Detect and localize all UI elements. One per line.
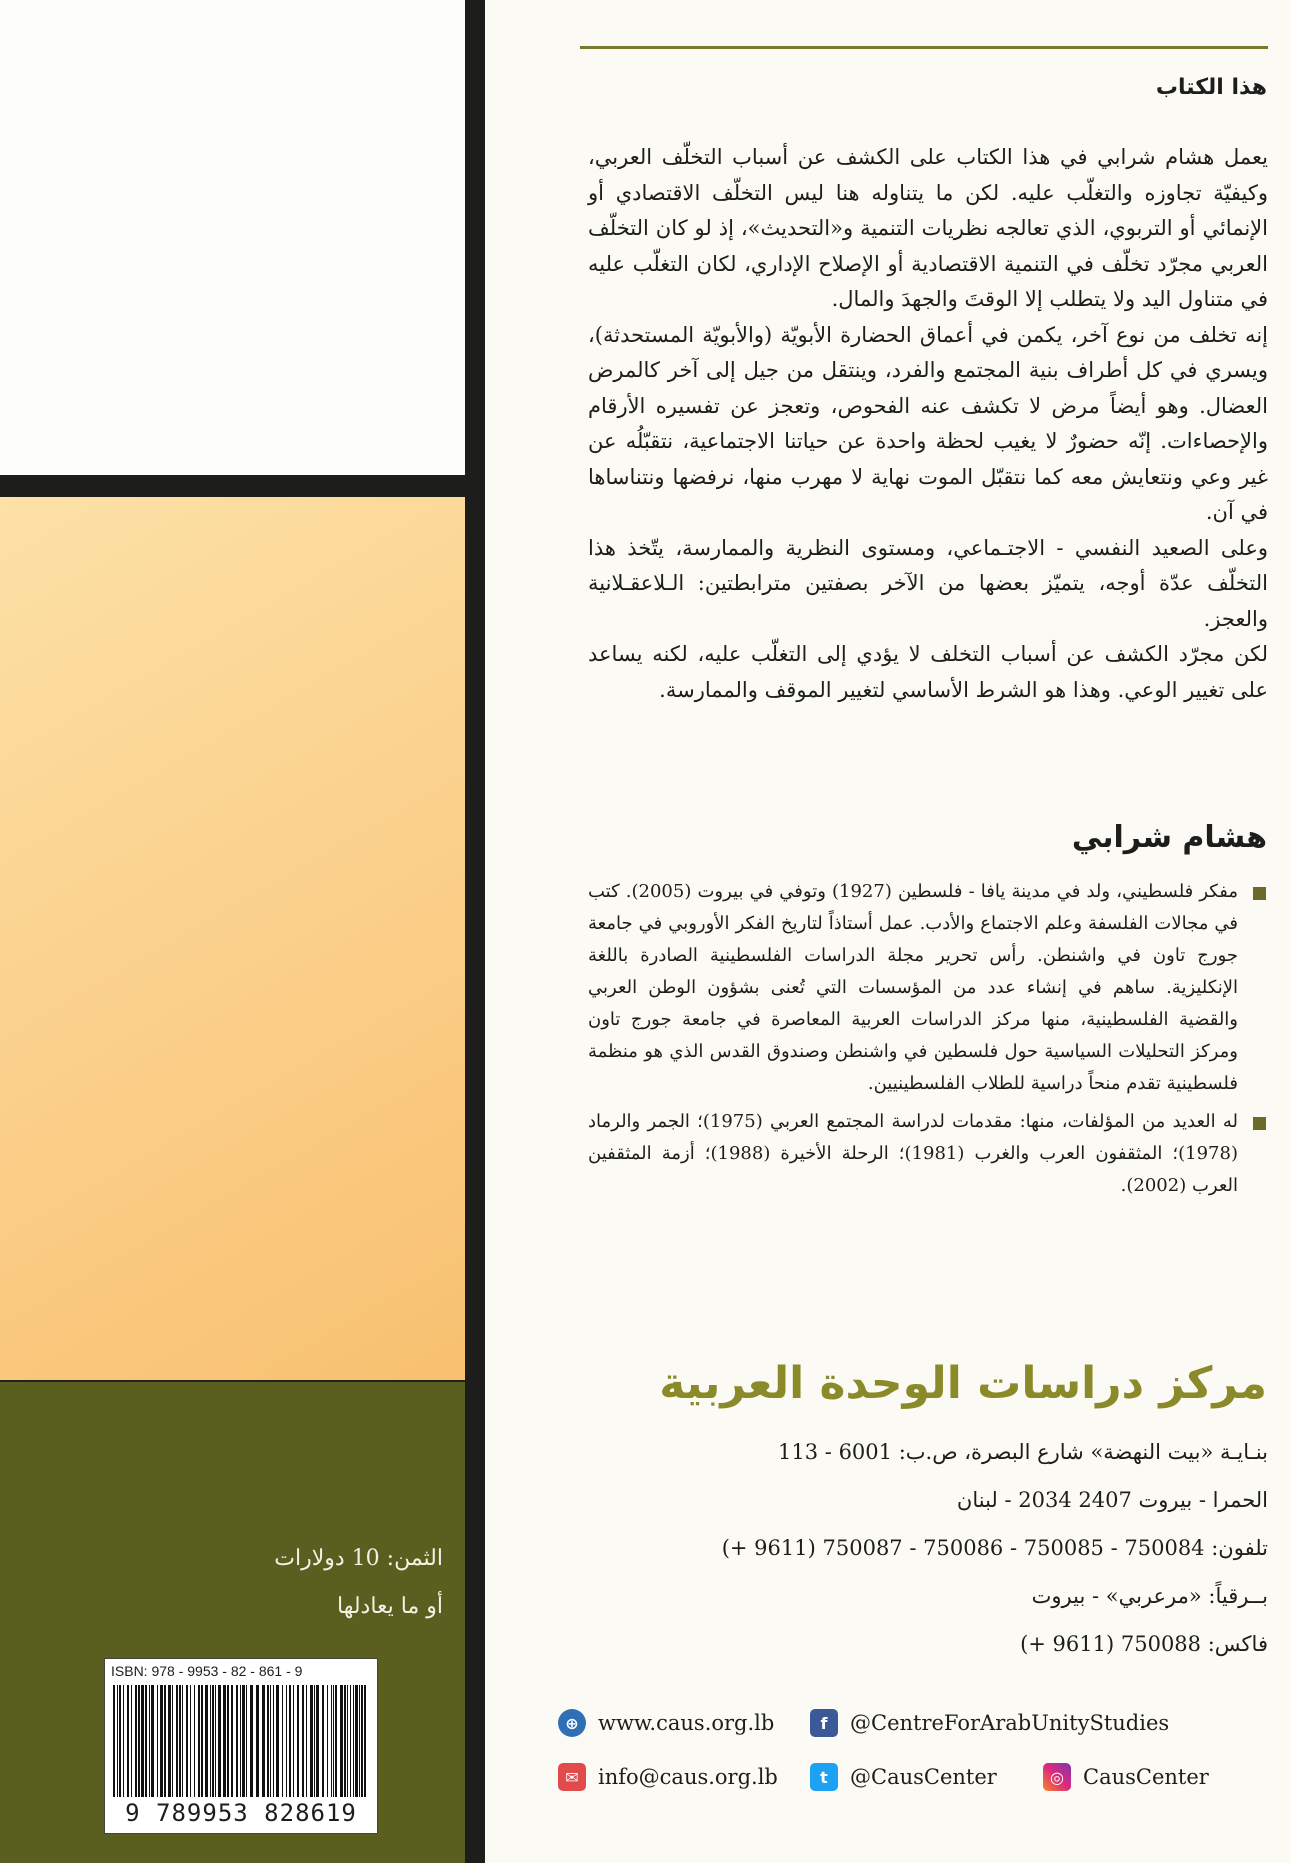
barcode-bar: [314, 1685, 315, 1797]
barcode-bar: [190, 1685, 191, 1797]
barcode-bar: [138, 1685, 140, 1797]
barcode-bar: [160, 1685, 163, 1797]
isbn-label: ISBN: 978 - 9953 - 82 - 861 - 9: [111, 1663, 303, 1679]
bio-text: مفكر فلسطيني، ولد في مدينة يافا - فلسطين (1927) وتوفي في بيروت (2005). كتب في مجالات الفلسفة وعلم الاجتماع والأدب. عمل أستاذاً لتاريخ الفكر الأوروبي في جامعة جورج تاون في واشنطن. رأس تحرير مجلة الدراسات الفلسطينية الصادرة باللغة الإنكليزية. ساهم في إنشاء عدد من المؤسسات التي تُعنى بشؤون الوطن العربي والقضية الفلسطينية، منها مركز الدراسات العربية المعاصرة في جامعة جورج تاون ومركز التحليلات السياسية حول فلسطين في واشنطن وصندوق القدس الذي هو منظمة فلسطينية تقدم منحاً دراسية للطلاب الفلسطينيين.: [588, 881, 1238, 1094]
twitter-icon: t: [810, 1763, 838, 1791]
barcode-bar: [262, 1685, 265, 1797]
barcode-bar: [223, 1685, 226, 1797]
barcode-bar: [182, 1685, 183, 1797]
barcode-bar: [327, 1685, 328, 1797]
book-description: [588, 140, 1268, 708]
email-link[interactable]: info@caus.org.lb: [598, 1765, 778, 1789]
address-line: بنـايـة «بيت النهضة» شارع البصرة، ص.ب: 6001 - 113: [778, 1440, 1268, 1464]
barcode-bar: [297, 1685, 299, 1797]
barcode-bar: [310, 1685, 313, 1797]
phone-line: تلفون: 750084 - 750085 - 750086 - 750087 (9611 +): [721, 1536, 1268, 1560]
barcode-bar: [286, 1685, 287, 1797]
globe-icon: ⊕: [558, 1709, 586, 1737]
barcode-bar: [212, 1685, 214, 1797]
barcode-bar: [293, 1685, 294, 1797]
price-block: [143, 1535, 443, 1631]
publisher-name: مركز دراسات الوحدة العربية: [659, 1358, 1267, 1409]
barcode-bar: [127, 1685, 129, 1797]
barcode-bar: [256, 1685, 259, 1797]
barcode-bar: [205, 1685, 208, 1797]
barcode-bar: [157, 1685, 158, 1797]
barcode-bar: [361, 1685, 363, 1797]
barcode-bar: [236, 1685, 238, 1797]
barcode-bar: [331, 1685, 332, 1797]
barcode-bar: [141, 1685, 144, 1797]
website-link[interactable]: www.caus.org.lb: [598, 1711, 775, 1735]
barcode-bar: [353, 1685, 354, 1797]
instagram-contact[interactable]: [1043, 1763, 1209, 1791]
barcode-box: [104, 1658, 378, 1834]
facebook-contact[interactable]: [810, 1709, 1169, 1737]
barcode-bar: [164, 1685, 166, 1797]
barcode-bar: [364, 1685, 366, 1797]
bio-text: له العديد من المؤلفات، منها: مقدمات لدراسة المجتمع العربي (1975)؛ الجمر والرماد (1978)؛ المثقفون العرب والغرب (1981)؛ الرحلة الأخيرة (1988)؛ أزمة المثقفين العرب (2002).: [588, 1111, 1238, 1196]
author-bio: [588, 876, 1268, 1208]
instagram-handle[interactable]: CausCenter: [1083, 1765, 1209, 1789]
barcode-bar: [289, 1685, 291, 1797]
address-line: الحمرا - بيروت 2407 2034 - لبنان: [956, 1488, 1268, 1512]
bullet-square-icon: [1253, 887, 1266, 900]
barcode-bar: [218, 1685, 221, 1797]
barcode-bar: [302, 1685, 304, 1797]
barcode-bar: [359, 1685, 360, 1797]
barcode-bar: [168, 1685, 171, 1797]
twitter-handle[interactable]: @CausCenter: [850, 1765, 997, 1789]
barcode-bar: [119, 1685, 121, 1797]
description-paragraph: إنه تخلف من نوع آخر، يكمن في أعماق الحضارة الأبويّة (والأبويّة المستحدثة)، ويسري في كل أطراف بنية المجتمع والفرد، وينتقل من جيل إلى آخر كالمرض العضال. وهو أيضاً مرض لا تكشف عنه الفحوص، وتعجز عن تفسيره الأرقام والإحصاءات. إنّه حضورٌ لا يغيب لحظة واحدة عن حياتنا الاجتماعية، نتقبّلُه عن غير وعي ونتعايش معه كما نتقبّل الموت نهاية لا مهرب منها، نرفضها ونتناساها في آن.: [588, 322, 1268, 524]
website-contact[interactable]: [558, 1709, 774, 1737]
barcode-bar: [186, 1685, 188, 1797]
barcode-bar: [350, 1685, 351, 1797]
barcode-bar: [113, 1685, 115, 1797]
email-contact[interactable]: [558, 1763, 778, 1791]
barcode-bar: [240, 1685, 241, 1797]
barcode-bar: [201, 1685, 203, 1797]
barcode-bar: [123, 1685, 124, 1797]
barcode-bar: [322, 1685, 324, 1797]
barcode-bar: [347, 1685, 348, 1797]
barcode-bar: [172, 1685, 173, 1797]
barcode-bar: [316, 1685, 319, 1797]
barcode-bar: [242, 1685, 245, 1797]
price-equivalent: أو ما يعادلها: [337, 1594, 443, 1619]
barcode-bar: [246, 1685, 247, 1797]
barcode-bar: [270, 1685, 271, 1797]
barcode-bar: [194, 1685, 195, 1797]
bullet-square-icon: [1253, 1117, 1266, 1130]
facebook-icon: f: [810, 1709, 838, 1737]
cover-white-panel: [0, 0, 465, 475]
barcode-bar: [227, 1685, 229, 1797]
barcode-bar: [176, 1685, 178, 1797]
instagram-icon: ◎: [1043, 1763, 1071, 1791]
barcode-bar: [250, 1685, 253, 1797]
fax-line: فاكس: 750088 (9611 +): [1020, 1632, 1268, 1656]
price-amount: الثمن: 10 دولارات: [274, 1546, 443, 1571]
barcode-number: 9 789953 828619: [125, 1799, 357, 1827]
bio-item: [588, 876, 1268, 1100]
barcode-bar: [179, 1685, 181, 1797]
telegram-line: بــرقياً: «مرعربي» - بيروت: [1031, 1584, 1268, 1608]
horizontal-divider-thin: [0, 1380, 470, 1382]
barcode-bar: [333, 1685, 334, 1797]
bio-item: [588, 1106, 1268, 1202]
barcode-bar: [340, 1685, 343, 1797]
barcode-bars: [113, 1685, 369, 1797]
twitter-contact[interactable]: [810, 1763, 997, 1791]
top-rule: [580, 46, 1268, 49]
barcode-bar: [267, 1685, 269, 1797]
barcode-bar: [145, 1685, 147, 1797]
mail-icon: ✉: [558, 1763, 586, 1791]
cover-orange-panel: [0, 497, 465, 1380]
barcode-bar: [355, 1685, 358, 1797]
description-paragraph: يعمل هشام شرابي في هذا الكتاب على الكشف عن أسباب التخلّف العربي، وكيفيّة تجاوزه والتغلّب عليه. لكن ما يتناوله هنا ليس التخلّف الاقتصادي أو الإنمائي أو التربوي، الذي تعالجه نظريات التنمية و«التحديث»، إذ لو كان التخلّف العربي مجرّد تخلّف في التنمية الاقتصادية أو الإصلاح الإداري، لكان التغلّب عليه في متناول اليد ولا يتطلب إلا الوقتَ والجهدَ والمال.: [588, 145, 1268, 311]
barcode-bar: [117, 1685, 118, 1797]
section-title: هذا الكتاب: [1155, 75, 1267, 100]
barcode-bar: [149, 1685, 150, 1797]
barcode-bar: [198, 1685, 200, 1797]
barcode-bar: [215, 1685, 216, 1797]
description-paragraph: لكن مجرّد الكشف عن أسباب التخلف لا يؤدي إلى التغلّب عليه، لكنه يساعد على تغيير الوعي. وهذا هو الشرط الأساسي لتغيير الموقف والممارسة.: [588, 642, 1268, 702]
author-name: هشام شرابي: [1071, 820, 1267, 855]
horizontal-divider: [0, 475, 470, 497]
barcode-bar: [131, 1685, 132, 1797]
facebook-handle[interactable]: @CentreForArabUnityStudies: [850, 1711, 1170, 1735]
barcode-bar: [151, 1685, 154, 1797]
barcode-bar: [273, 1685, 274, 1797]
barcode-bar: [306, 1685, 307, 1797]
description-paragraph: وعلى الصعيد النفسي - الاجتـماعي، ومستوى النظرية والممارسة، يتّخذ هذا التخلّف عدّة أوجه، يتميّز بعضها من الآخر بصفتين مترابطتين: الـلاعقـلانية والعجز.: [588, 535, 1268, 631]
barcode-bar: [344, 1685, 346, 1797]
barcode-bar: [210, 1685, 211, 1797]
barcode-bar: [276, 1685, 279, 1797]
barcode-bar: [282, 1685, 283, 1797]
vertical-divider: [465, 0, 485, 1863]
barcode-bar: [231, 1685, 233, 1797]
barcode-bar: [135, 1685, 137, 1797]
barcode-bar: [335, 1685, 337, 1797]
publisher-address: [600, 1428, 1268, 1668]
